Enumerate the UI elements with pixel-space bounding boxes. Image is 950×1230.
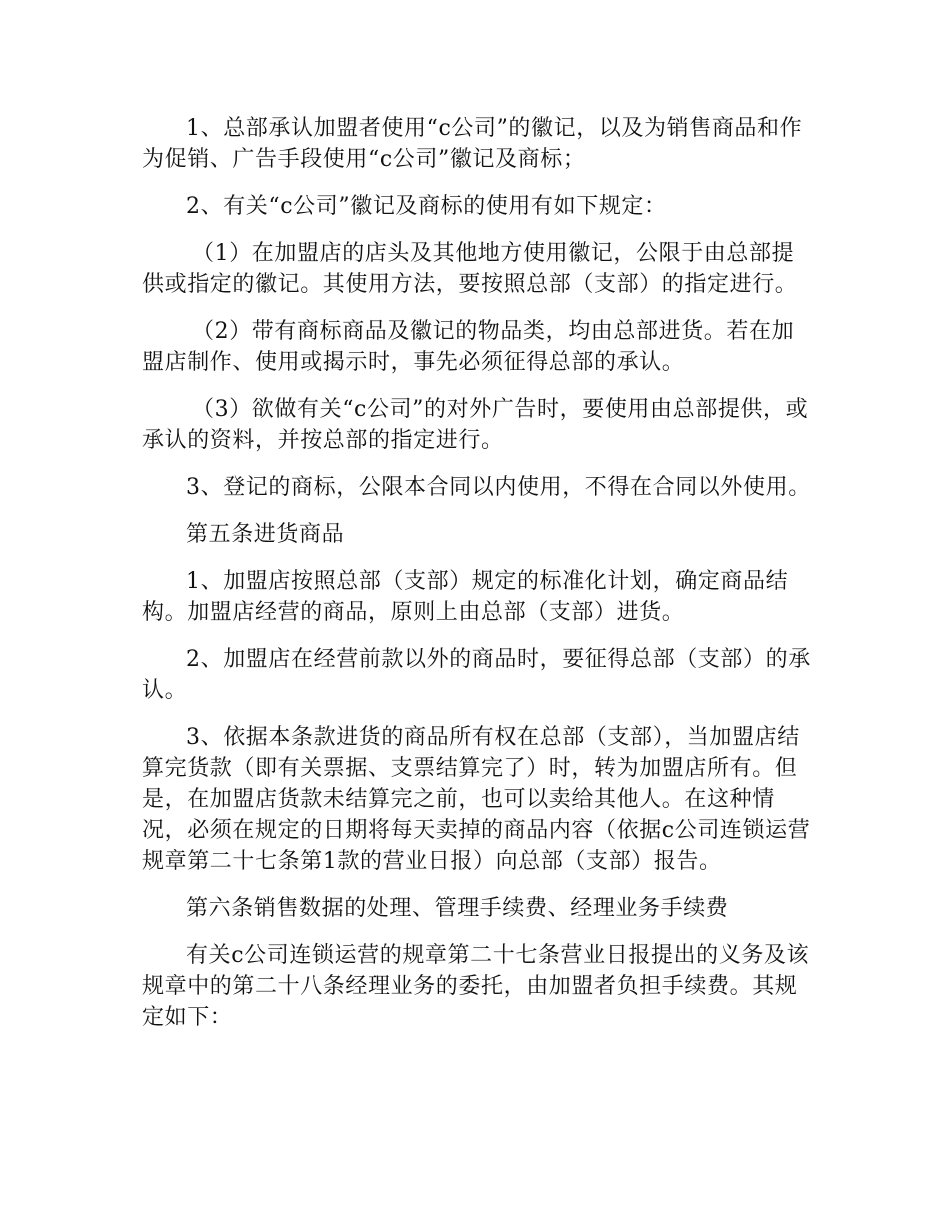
sub-item-3: （3）欲做有关“c公司”的对外广告时，要使用由总部提供，或承认的资料，并按总部的指定进行。 <box>142 397 809 453</box>
sub-item-2: （2）带有商标商品及徽记的物品类，均由总部进货。若在加盟店制作、使用或揭示时，事先必须征得总部的承认。 <box>142 319 795 375</box>
article-5-item-1: 1、加盟店按照总部（支部）规定的标准化计划，确定商品结构。加盟店经营的商品，原则上由总部（支部）进货。 <box>142 569 789 625</box>
section-heading-article-6: 第六条销售数据的处理、管理手续费、经理业务手续费 <box>186 896 729 921</box>
sub-item-1: （1）在加盟店的店头及其他地方使用徽记，公限于由总部提供或指定的徽记。其使用方法，要按照总部（支部）的指定进行。 <box>142 241 798 297</box>
article-5-item-3: 3、依据本条款进货的商品所有权在总部（支部），当加盟店结算完货款（即有关票据、支票结算完了）时，转为加盟店所有。但是，在加盟店货款未结算完之前，也可以卖给其他人。在这种情况，必须在规定的日期将每天卖掉的商品内容（依据c公司连锁运营规章第二十七条第1款的营业日报）向总部（支部）报告。 <box>142 725 811 874</box>
section-heading-article-5: 第五条进货商品 <box>186 522 345 547</box>
clause-item-3: 3、登记的商标，公限本合同以内使用，不得在合同以外使用。 <box>186 475 811 500</box>
document-body <box>142 113 814 1049</box>
article-6-intro: 有关c公司连锁运营的规章第二十七条营业日报提出的义务及该规章中的第二十八条经理业务的委托，由加盟者负担手续费。其规定如下： <box>142 943 810 1030</box>
clause-item-1: 1、总部承认加盟者使用“c公司”的徽记，以及为销售商品和作为促销、广告手段使用“c公司”徽记及商标； <box>142 116 803 172</box>
article-5-item-2: 2、加盟店在经营前款以外的商品时，要征得总部（支部）的承认。 <box>142 647 811 703</box>
clause-item-2: 2、有关“c公司”徽记及商标的使用有如下规定： <box>186 194 667 219</box>
